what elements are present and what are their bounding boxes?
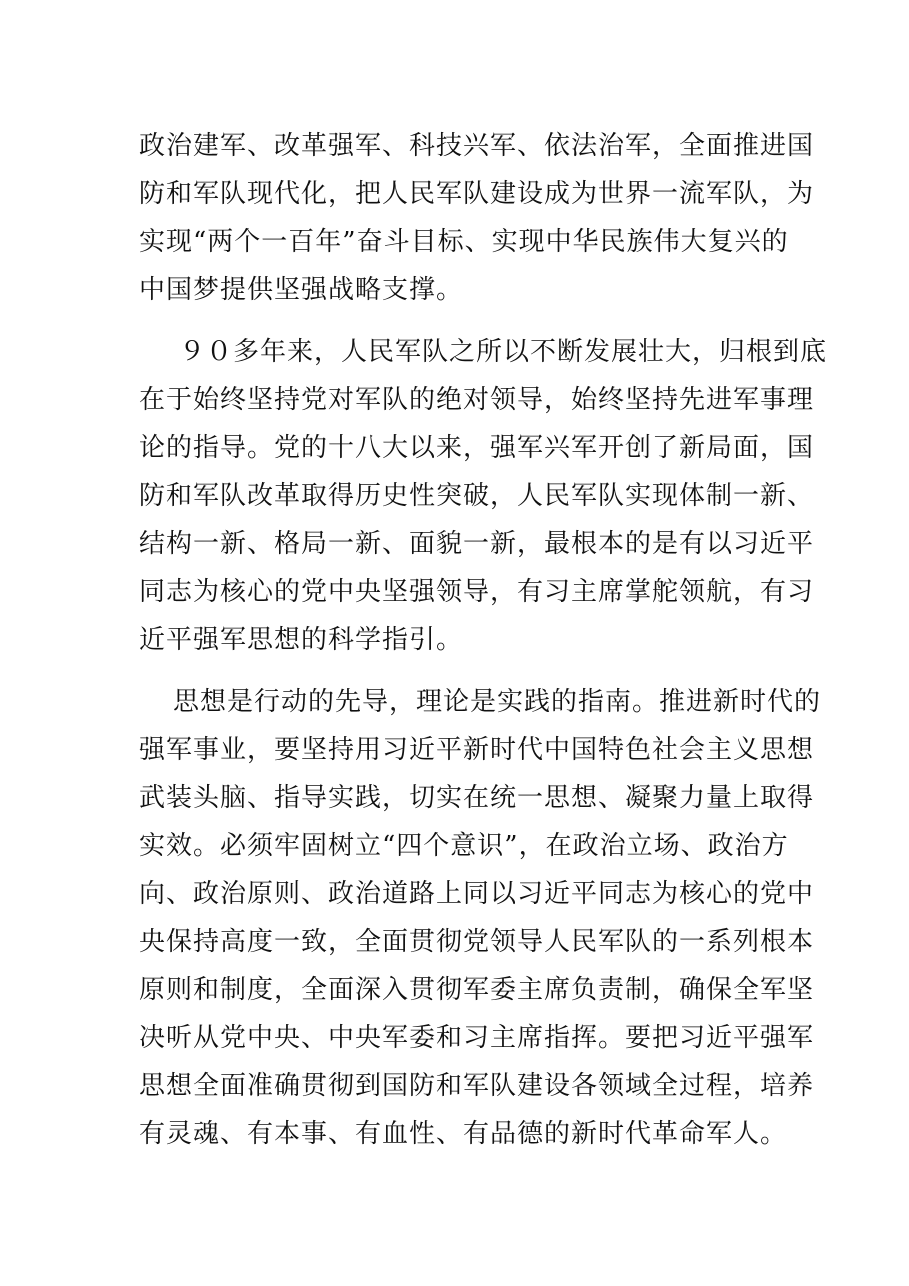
document-body <box>139 122 828 1172</box>
paragraph-line: 思想全面准确贯彻到国防和军队建设各领域全过程，培养 <box>139 1071 815 1101</box>
paragraph-line: 同志为核心的党中央坚强领导，有习主席掌舵领航，有习 <box>139 577 815 607</box>
paragraph-line: 政治建军、改革强军、科技兴军、依法治军，全面推进国 <box>139 131 815 161</box>
paragraph-line: 向、政治原则、政治道路上同以习近平同志为核心的党中 <box>139 879 815 909</box>
paragraph-line: 论的指导。党的十八大以来，强军兴军开创了新局面，国 <box>139 433 815 463</box>
paragraph-line: 有灵魂、有本事、有血性、有品德的新时代革命军人。 <box>139 1119 788 1149</box>
paragraph-line: 强军事业，要坚持用习近平新时代中国特色社会主义思想 <box>139 735 815 765</box>
paragraph-line: 防和军队改革取得历史性突破，人民军队实现体制一新、 <box>139 481 815 511</box>
paragraph-line: 防和军队现代化，把人民军队建设成为世界一流军队，为 <box>139 179 815 209</box>
paragraph-line: 近平强军思想的科学指引。 <box>139 625 464 655</box>
paragraph-line: 实效。必须牢固树立“四个意识”，在政治立场、政治方 <box>139 831 789 861</box>
paragraph-line: ９０多年来，人民军队之所以不断发展壮大，归根到底 <box>179 337 828 367</box>
paragraph-line: 思想是行动的先导，理论是实践的指南。推进新时代的 <box>173 687 822 717</box>
paragraph-line: 原则和制度，全面深入贯彻军委主席负责制，确保全军坚 <box>139 975 815 1005</box>
paragraph-3 <box>139 678 822 1158</box>
paragraph-line: 在于始终坚持党对军队的绝对领导，始终坚持先进军事理 <box>139 385 815 415</box>
paragraph-line: 结构一新、格局一新、面貌一新，最根本的是有以习近平 <box>139 529 815 559</box>
paragraph-line: 中国梦提供坚强战略支撑。 <box>139 275 464 305</box>
paragraph-line: 决听从党中央、中央军委和习主席指挥。要把习近平强军 <box>139 1023 815 1053</box>
paragraph-line: 实现“两个一百年”奋斗目标、实现中华民族伟大复兴的 <box>139 227 789 257</box>
paragraph-1 <box>139 122 815 314</box>
paragraph-line: 央保持高度一致，全面贯彻党领导人民军队的一系列根本 <box>139 927 815 957</box>
paragraph-line: 武装头脑、指导实践，切实在统一思想、凝聚力量上取得 <box>139 783 815 813</box>
paragraph-2 <box>139 328 828 664</box>
